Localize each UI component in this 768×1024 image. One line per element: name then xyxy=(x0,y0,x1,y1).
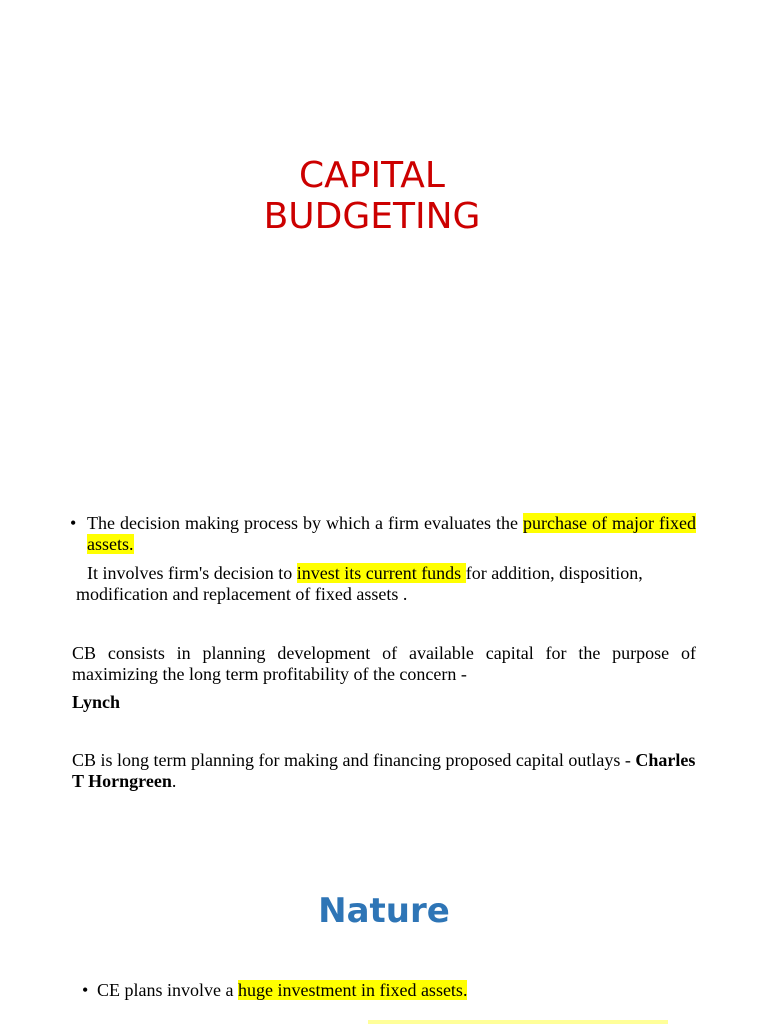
bullet-icon: • xyxy=(82,980,89,1000)
page-title xyxy=(0,155,744,237)
nature-item-text: CE plans involve a xyxy=(97,980,238,1000)
horngreen-quote xyxy=(72,750,696,792)
bullet-icon: • xyxy=(70,513,77,533)
title-line-2: BUDGETING xyxy=(263,196,481,237)
definition-bullet-item xyxy=(70,513,696,555)
nature-bullet-item xyxy=(82,980,467,1001)
definition-text: The decision making process by which a firm evaluates the xyxy=(87,513,524,533)
lynch-quote-text: CB consists in planning development of available capital for the purpose of maximizing the long term profitability of the concern - xyxy=(72,643,696,684)
involves-continuation: for addition, disposition, modification and replacement of fixed assets . xyxy=(76,563,643,604)
nature-item-highlight: huge investment in fixed assets. xyxy=(237,980,468,1000)
horngreen-quote-text: CB is long term planning for making and financing proposed capital outlays - xyxy=(72,750,636,770)
definition-block xyxy=(70,513,696,605)
section-heading-nature: Nature xyxy=(318,891,450,931)
involves-highlight: invest its current funds xyxy=(296,563,466,583)
next-line-highlight-fragment xyxy=(368,1020,668,1024)
horngreen-period: . xyxy=(171,771,177,791)
title-line-1: CAPITAL xyxy=(299,155,445,196)
horngreen-author: Charles T Horngreen xyxy=(72,750,696,791)
lynch-author: Lynch xyxy=(72,692,121,712)
lynch-quote xyxy=(72,643,696,713)
involves-paragraph xyxy=(70,563,696,605)
involves-text: It involves firm's decision to xyxy=(87,563,297,583)
definition-highlight: purchase of major fixed assets. xyxy=(87,513,696,554)
